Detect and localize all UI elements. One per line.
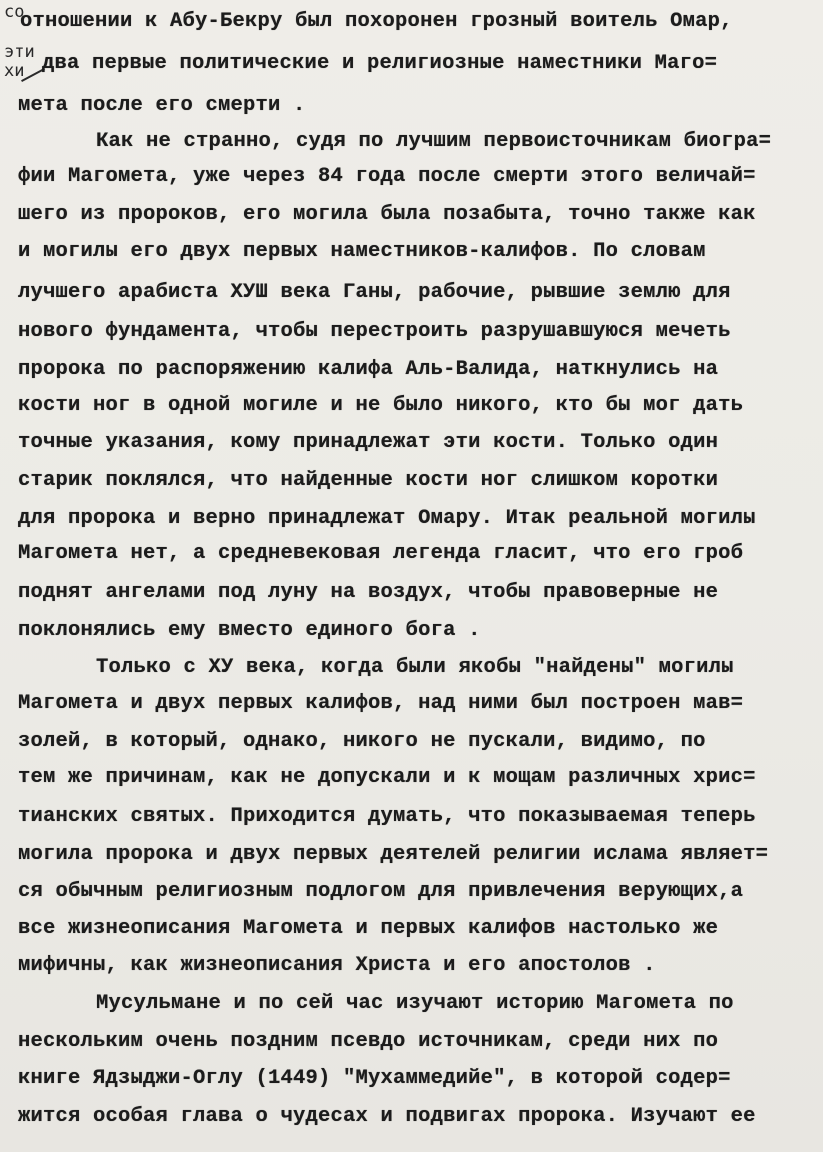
text-line: Только с ХУ века, когда были якобы "найдены" могилы [96,656,734,679]
text-line: точные указания, кому принадлежат эти кости. Только один [18,431,719,454]
text-line: кости ног в одной могиле и не было никого, кто бы мог дать [18,394,744,417]
text-line: и могилы его двух первых наместников-калифов. По словам [18,240,706,263]
text-line: нескольким очень поздним псевдо источникам, среди них по [18,1030,719,1053]
text-line: мифичны, как жизнеописания Христа и его апостолов . [18,954,656,977]
text-line: мета после его смерти . [18,94,306,117]
text-line: пророка по распоряжению калифа Аль-Валида, наткнулись на [18,358,719,381]
margin-note-top: со [4,2,25,22]
text-line: тем же причинам, как не допускали и к мощам различных хрис= [18,766,756,789]
text-line: лучшего арабиста ХУШ века Ганы, рабочие, рывшие землю для [18,281,731,304]
text-line: нового фундамента, чтобы перестроить разрушавшуюся мечеть [18,320,731,343]
text-line: тианских святых. Приходится думать, что показываемая теперь [18,805,756,828]
text-line: золей, в который, однако, никого не пускали, видимо, по [18,730,706,753]
text-line: отношении к Абу-Бекру был похоронен грозный воитель Омар, [20,10,733,33]
text-line: шего из пророков, его могила была позабыта, точно также как [18,203,756,226]
margin-note-third: хи [4,61,25,81]
text-line: ся обычным религиозным подлогом для привлечения верующих,а [18,880,744,903]
text-line: фии Магомета, уже через 84 года после смерти этого величай= [18,165,756,188]
text-line: Магомета и двух первых калифов, над ними был построен мав= [18,692,744,715]
text-line: Магомета нет, а средневековая легенда гласит, что его гроб [18,542,744,565]
text-line: для пророка и верно принадлежат Омару. Итак реальной могилы [18,507,756,530]
text-line: поклонялись ему вместо единого бога . [18,619,481,642]
text-line: Мусульмане и по сей час изучают историю Магомета по [96,992,734,1015]
text-line: старик поклялся, что найденные кости ног слишком коротки [18,469,719,492]
margin-note-second: эти [4,42,35,62]
text-line: поднят ангелами под луну на воздух, чтобы правоверные не [18,581,719,604]
text-line: книге Ядзыджи-Оглу (1449) "Мухаммедийе", в которой содер= [18,1067,731,1090]
text-line: все жизнеописания Магомета и первых калифов настолько же [18,917,719,940]
text-line: два первые политические и религиозные наместники Маго= [42,52,718,75]
text-line: могила пророка и двух первых деятелей религии ислама являет= [18,843,769,866]
text-line: жится особая глава о чудесах и подвигах пророка. Изучают ее [18,1105,756,1128]
text-line: Как не странно, судя по лучшим первоисточникам биогра= [96,130,772,153]
